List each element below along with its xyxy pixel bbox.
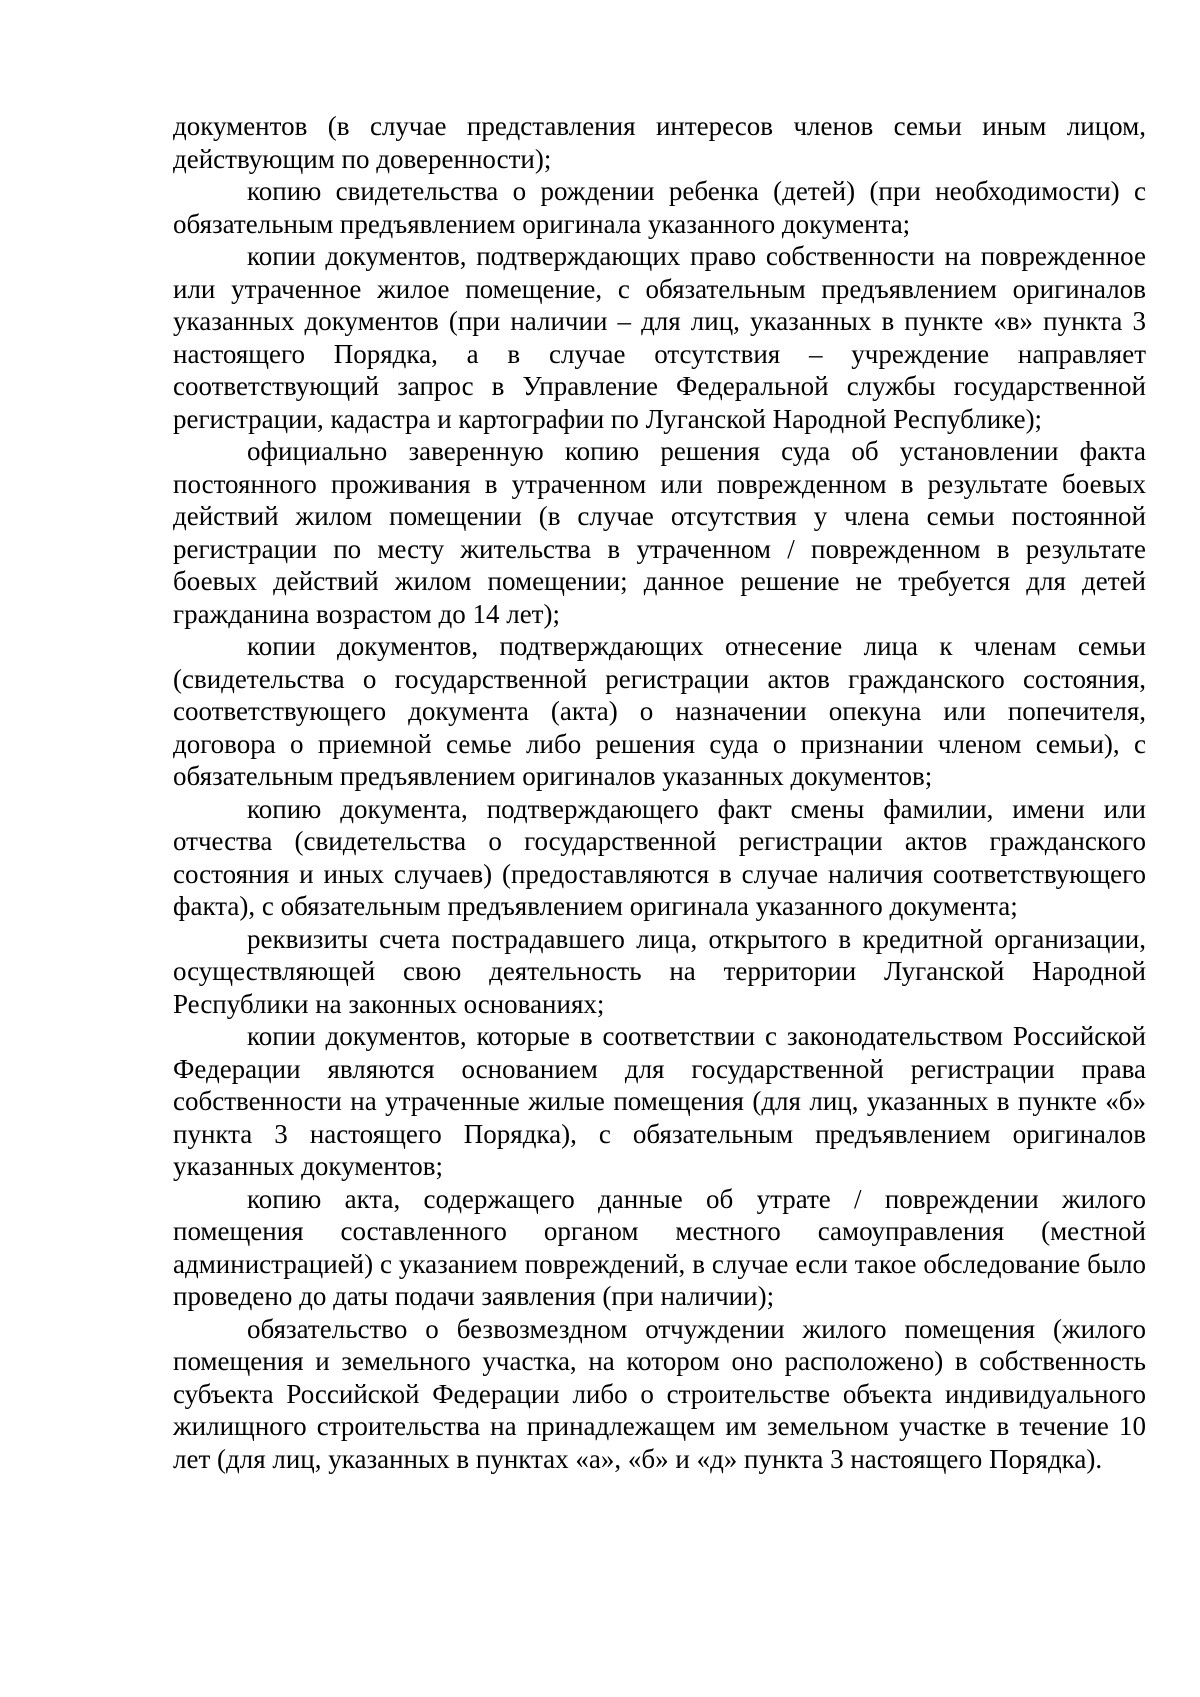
paragraph-continuation: документов (в случае представления интересов членов семьи иным лицом, действующим по доверенности);: [173, 111, 1146, 174]
document-page: [173, 110, 1146, 1475]
paragraph-registration-grounds: копии документов, которые в соответствии с законодательством Российской Федерации являются основанием для государственной регистрации права собственности на утраченные жилые помещения (для лиц, указанных в пункте «б» пункта 3 настоящего Порядка), с обязательным предъявлением оригиналов указанных документов;: [173, 1021, 1146, 1181]
paragraph-family-membership: копии документов, подтверждающих отнесение лица к членам семьи (свидетельства о государственной регистрации актов гражданского состояния, соответствующего документа (акта) о назначении опекуна или попечителя, договора о приемной семье либо решения суда о признании членом семьи), с обязательным предъявлением оригиналов указанных документов;: [173, 631, 1146, 791]
paragraph-court-decision: официально заверенную копию решения суда об установлении факта постоянного проживания в утраченном или поврежденном в результате боевых действий жилом помещении (в случае отсутствия у члена семьи постоянной регистрации по месту жительства в утраченном / поврежденном в результате боевых действий жилом помещении; данное решение не требуется для детей гражданина возрастом до 14 лет);: [173, 436, 1146, 629]
paragraph-damage-act: копию акта, содержащего данные об утрате / повреждении жилого помещения составленного органом местного самоуправления (местной администрацией) с указанием повреждений, в случае если такое обследование было проведено до даты подачи заявления (при наличии);: [173, 1183, 1146, 1311]
paragraph-bank-details: реквизиты счета пострадавшего лица, открытого в кредитной организации, осуществляющей свою деятельность на территории Луганской Народной Республики на законных основаниях;: [173, 923, 1146, 1019]
paragraph-name-change: копию документа, подтверждающего факт смены фамилии, имени или отчества (свидетельства о государственной регистрации актов гражданского состояния и иных случаев) (предоставляются в случае наличия соответствующего факта), с обязательным предъявлением оригинала указанного документа;: [173, 793, 1146, 921]
paragraph-alienation-obligation: обязательство о безвозмездном отчуждении жилого помещения (жилого помещения и земельного участка, на котором оно расположено) в собственность субъекта Российской Федерации либо о строительстве объекта индивидуального жилищного строительства на принадлежащем им земельном участке в течение 10 лет (для лиц, указанных в пунктах «а», «б» и «д» пункта 3 настоящего Порядка).: [173, 1313, 1146, 1474]
paragraph-ownership-documents: копии документов, подтверждающих право собственности на поврежденное или утраченное жилое помещение, с обязательным предъявлением оригиналов указанных документов (при наличии – для лиц, указанных в пункте «в» пункта 3 настоящего Порядка, а в случае отсутствия – учреждение направляет соответствующий запрос в Управление Федеральной службы государственной регистрации, кадастра и картографии по Луганской Народной Республике);: [173, 241, 1146, 434]
paragraph-birth-certificate: копию свидетельства о рождении ребенка (детей) (при необходимости) с обязательным предъявлением оригинала указанного документа;: [173, 176, 1146, 239]
